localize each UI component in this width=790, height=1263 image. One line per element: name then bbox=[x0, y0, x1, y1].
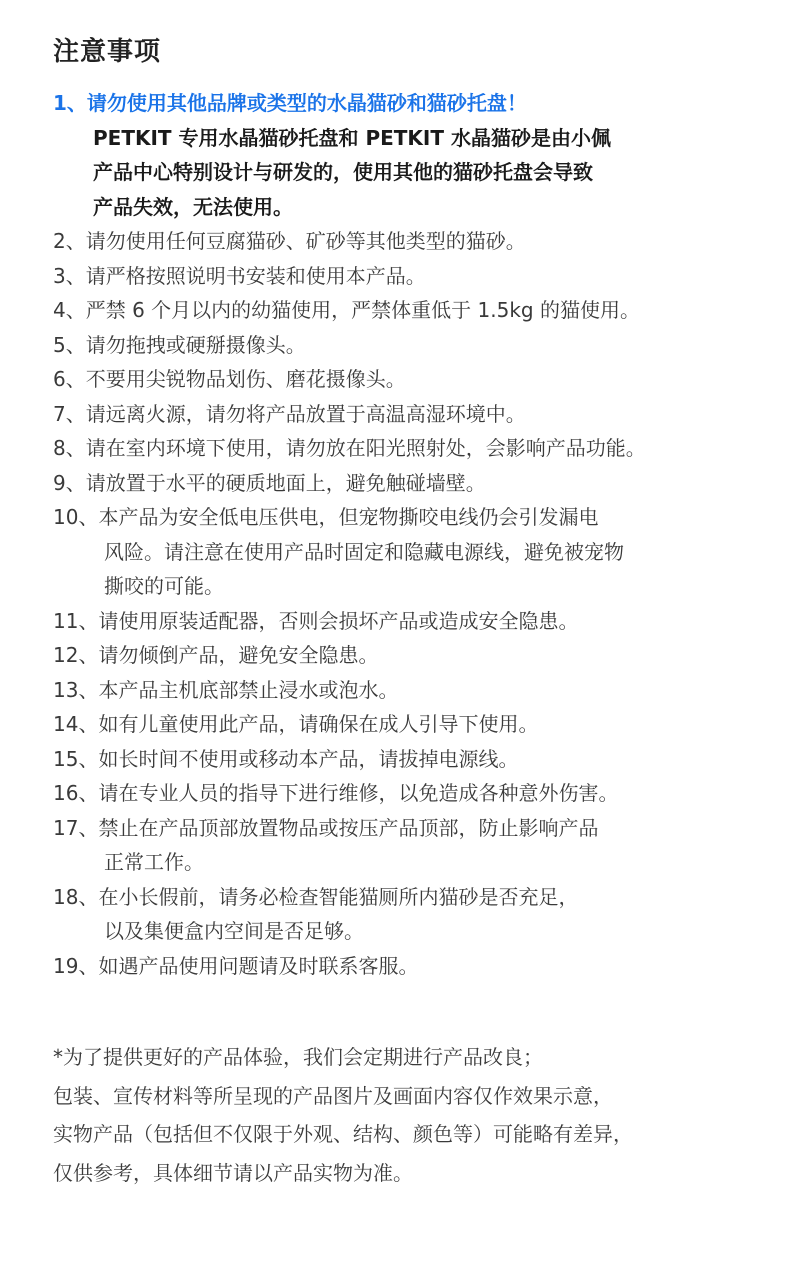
footnote-line-2: 包装、宣传材料等所呈现的产品图片及画面内容仅作效果示意， bbox=[53, 1083, 613, 1108]
notice-item-18 bbox=[53, 880, 773, 949]
notice-item-1-line-2: PETKIT 专用水晶猫砂托盘和 PETKIT 水晶猫砂是由小佩 bbox=[93, 125, 611, 150]
notice-item-13 bbox=[53, 673, 773, 708]
notice-item-1 bbox=[53, 86, 773, 224]
footnote-line-3: 实物产品（包括但不仅限于外观、结构、颜色等）可能略有差异， bbox=[53, 1122, 633, 1146]
notice-item-8-text: 8、请在室内环境下使用，请勿放在阳光照射处，会影响产品功能。 bbox=[53, 436, 646, 460]
notice-item-2 bbox=[53, 224, 773, 259]
notice-item-16-text: 16、请在专业人员的指导下进行维修，以免造成各种意外伤害。 bbox=[53, 781, 619, 805]
footnote-line-4: 仅供参考，具体细节请以产品实物为准。 bbox=[53, 1160, 413, 1185]
notice-item-4 bbox=[53, 293, 773, 328]
notice-item-12-text: 12、请勿倾倒产品，避免安全隐患。 bbox=[53, 643, 379, 667]
notice-item-16 bbox=[53, 776, 773, 811]
notice-item-8 bbox=[53, 431, 773, 466]
notice-item-18-line-1: 18、在小长假前，请务必检查智能猫厕所内猫砂是否充足， bbox=[53, 884, 579, 909]
notice-item-5-text: 5、请勿拖拽或硬掰摄像头。 bbox=[53, 332, 306, 357]
notice-item-7-text: 7、请远离火源，请勿将产品放置于高温高湿环境中。 bbox=[53, 401, 526, 426]
notice-item-4-text: 4、严禁 6 个月以内的幼猫使用，严禁体重低于 1.5kg 的猫使用。 bbox=[53, 298, 640, 322]
notice-item-3-text: 3、请严格按照说明书安装和使用本产品。 bbox=[53, 263, 426, 288]
notice-list bbox=[53, 86, 773, 983]
notice-item-10-line-1: 10、本产品为安全低电压供电，但宠物撕咬电线仍会引发漏电 bbox=[53, 505, 599, 529]
notice-item-9 bbox=[53, 466, 773, 501]
notice-item-10 bbox=[53, 500, 773, 604]
notice-item-19 bbox=[53, 949, 773, 984]
notice-item-6-text: 6、不要用尖锐物品划伤、磨花摄像头。 bbox=[53, 367, 406, 391]
notice-item-19-text: 19、如遇产品使用问题请及时联系客服。 bbox=[53, 953, 419, 978]
notice-item-1-line-4: 产品失效，无法使用。 bbox=[93, 194, 293, 219]
notice-item-7 bbox=[53, 397, 773, 432]
notice-item-11 bbox=[53, 604, 773, 639]
notice-item-15-text: 15、如长时间不使用或移动本产品，请拔掉电源线。 bbox=[53, 746, 519, 771]
notice-item-14 bbox=[53, 707, 773, 742]
notice-item-11-text: 11、请使用原装适配器，否则会损坏产品或造成安全隐患。 bbox=[53, 608, 579, 633]
notice-item-2-text: 2、请勿使用任何豆腐猫砂、矿砂等其他类型的猫砂。 bbox=[53, 229, 526, 253]
notice-item-10-line-3: 撕咬的可能。 bbox=[104, 574, 224, 598]
notice-item-1-heading: 1、请勿使用其他品牌或类型的水晶猫砂和猫砂托盘！ bbox=[53, 91, 527, 115]
notice-item-18-line-2: 以及集便盒内空间是否足够。 bbox=[104, 919, 364, 943]
notice-item-10-line-2: 风险。请注意在使用产品时固定和隐藏电源线，避免被宠物 bbox=[104, 539, 624, 564]
notice-item-12 bbox=[53, 638, 773, 673]
footnote-line-1: *为了提供更好的产品体验，我们会定期进行产品改良； bbox=[53, 1045, 543, 1069]
notice-item-9-text: 9、请放置于水平的硬质地面上，避免触碰墙壁。 bbox=[53, 470, 486, 495]
page-title: 注意事项 bbox=[53, 37, 162, 67]
notice-item-3 bbox=[53, 259, 773, 294]
notice-item-6 bbox=[53, 362, 773, 397]
notice-item-1-line-3: 产品中心特别设计与研发的，使用其他的猫砂托盘会导致 bbox=[93, 160, 593, 184]
notice-item-14-text: 14、如有儿童使用此产品，请确保在成人引导下使用。 bbox=[53, 712, 539, 736]
disclaimer-footnote bbox=[53, 1038, 773, 1192]
notice-item-17-line-1: 17、禁止在产品顶部放置物品或按压产品顶部，防止影响产品 bbox=[53, 815, 599, 840]
notice-item-17 bbox=[53, 811, 773, 880]
notice-item-17-line-2: 正常工作。 bbox=[104, 850, 204, 874]
notice-item-13-text: 13、本产品主机底部禁止浸水或泡水。 bbox=[53, 677, 399, 702]
notice-item-5 bbox=[53, 328, 773, 363]
notice-item-15 bbox=[53, 742, 773, 777]
